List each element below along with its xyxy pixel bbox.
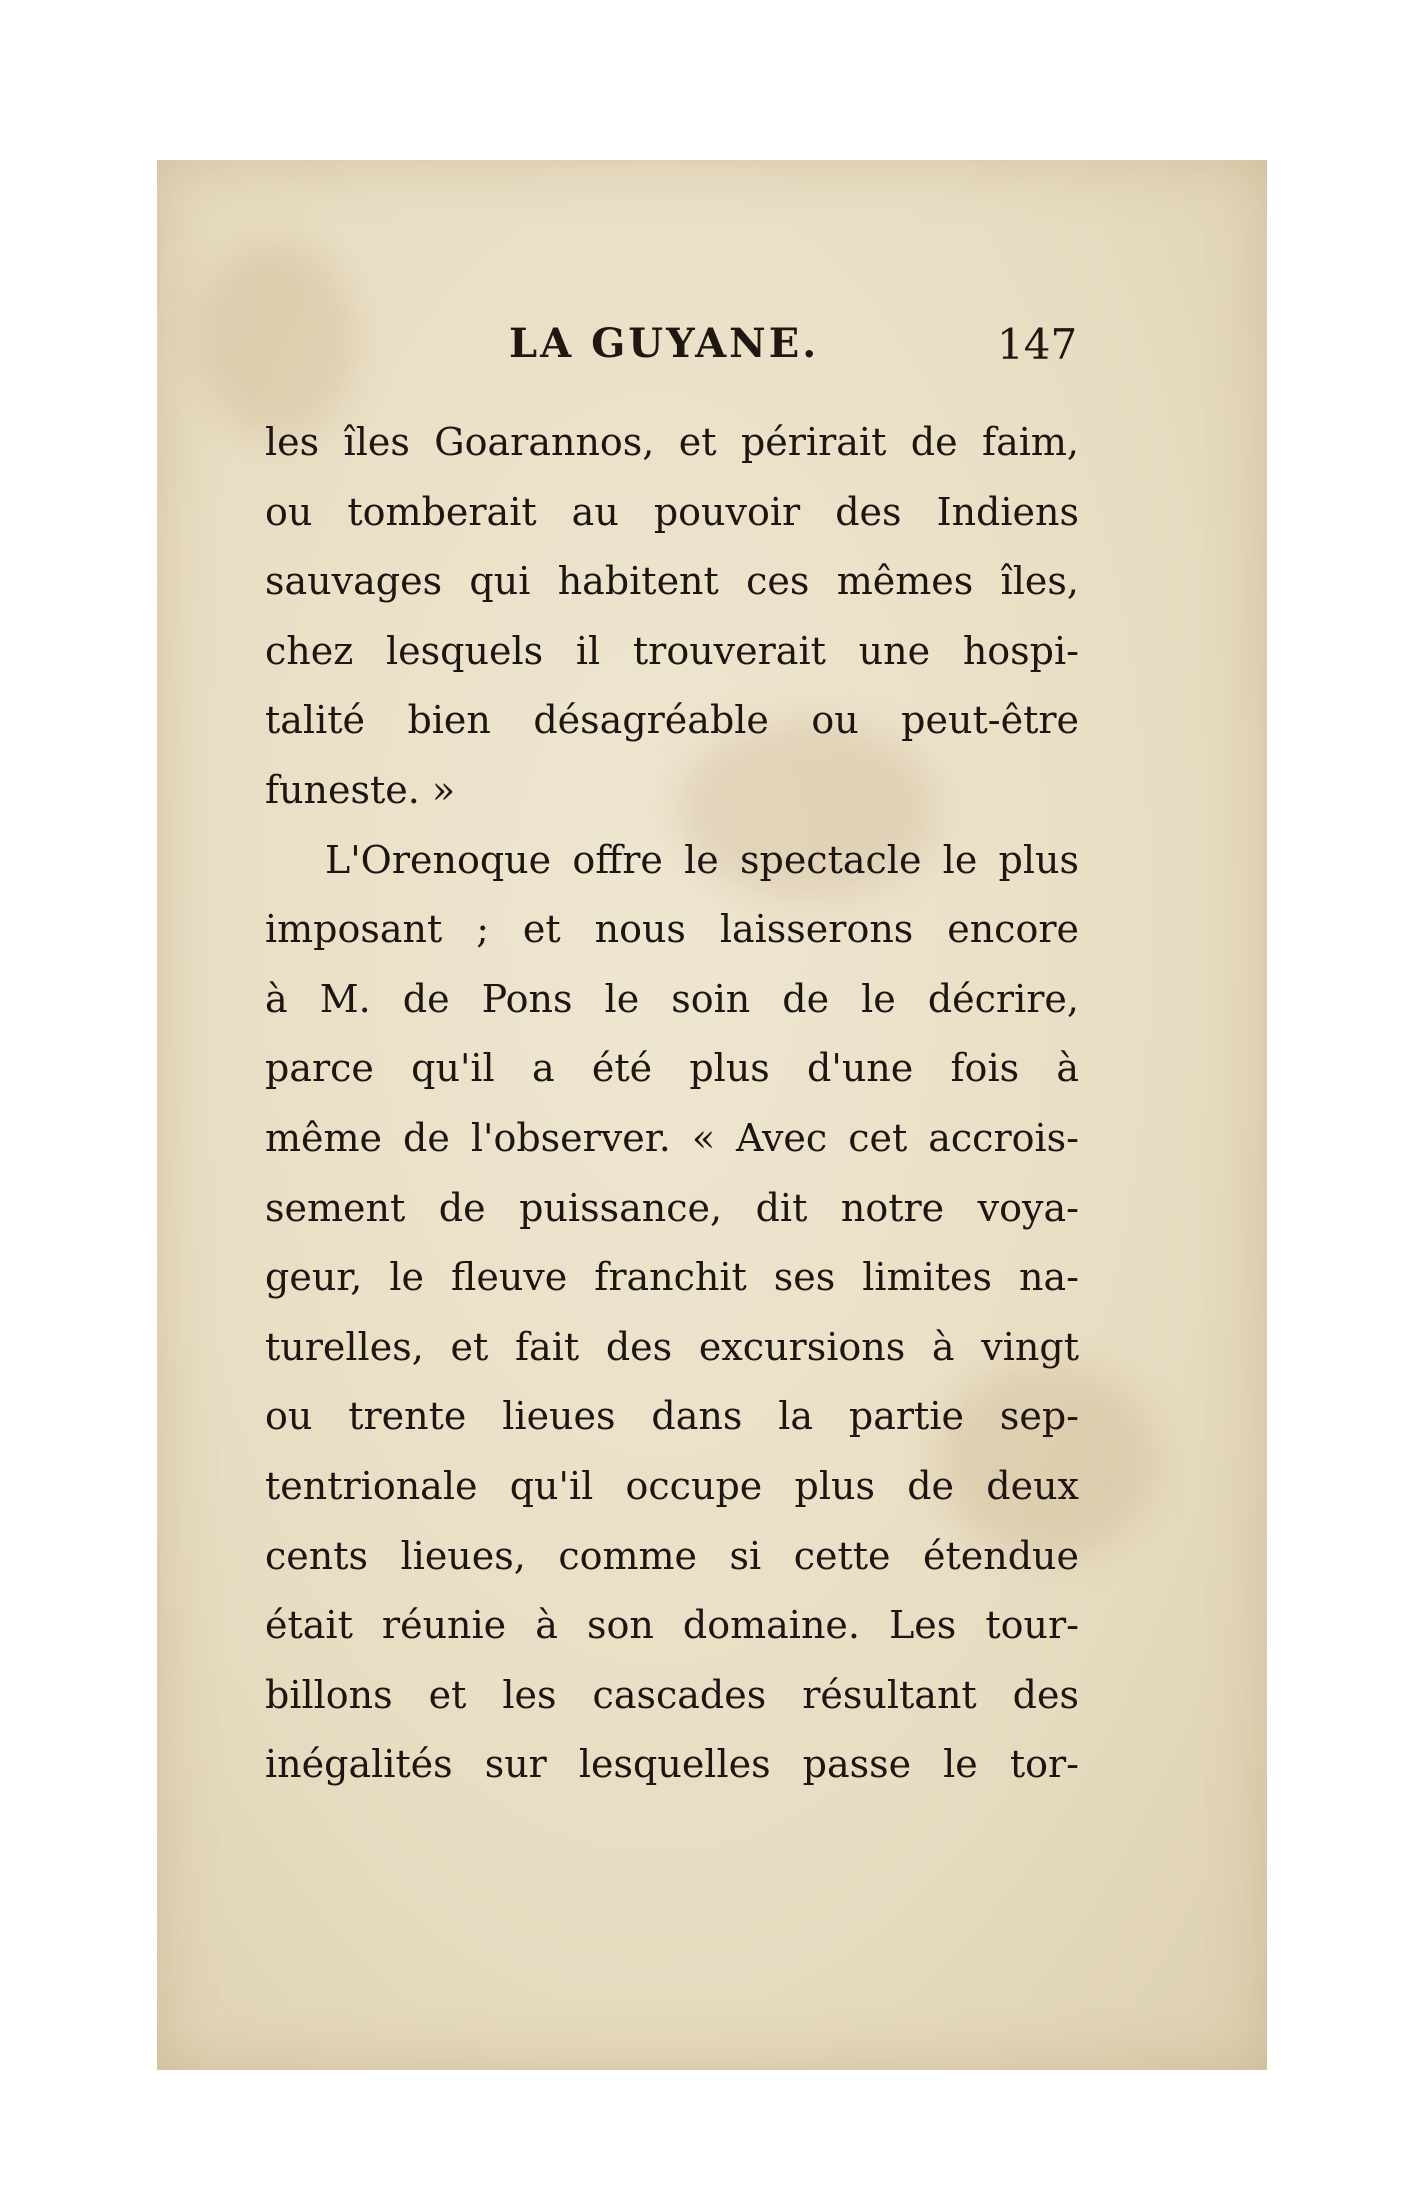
text-line: billons et les cascades résultant des bbox=[265, 1672, 1079, 1717]
page-header bbox=[157, 320, 1267, 390]
text-line: sauvages qui habitent ces mêmes îles, bbox=[265, 559, 1079, 604]
text-line: ou tomberait au pouvoir des Indiens bbox=[265, 489, 1079, 534]
body-text bbox=[265, 408, 1079, 1800]
text-line: même de l'observer. « Avec cet accrois- bbox=[265, 1115, 1079, 1160]
text-line: cents lieues, comme si cette étendue bbox=[265, 1533, 1079, 1578]
text-line: tentrionale qu'il occupe plus de deux bbox=[265, 1463, 1079, 1508]
text-line: était réunie à son domaine. Les tour- bbox=[265, 1603, 1079, 1648]
text-line: à M. de Pons le soin de le décrire, bbox=[265, 976, 1079, 1021]
book-page bbox=[157, 160, 1267, 2070]
text-line: chez lesquels il trouverait une hospi- bbox=[265, 628, 1079, 673]
text-line: talité bien désagréable ou peut-être bbox=[265, 698, 1079, 743]
text-line: turelles, et fait des excursions à vingt bbox=[265, 1324, 1079, 1369]
page-number: 147 bbox=[997, 320, 1078, 369]
text-line: inégalités sur lesquelles passe le tor- bbox=[265, 1742, 1079, 1787]
text-line: ou trente lieues dans la partie sep- bbox=[265, 1394, 1079, 1439]
text-line: sement de puissance, dit notre voya- bbox=[265, 1185, 1079, 1230]
text-line: funeste. » bbox=[265, 767, 456, 812]
text-line: parce qu'il a été plus d'une fois à bbox=[265, 1046, 1079, 1091]
text-line: geur, le fleuve franchit ses limites na- bbox=[265, 1255, 1079, 1300]
text-line: les îles Goarannos, et périrait de faim, bbox=[265, 420, 1079, 464]
text-line: L'Orenoque offre le spectacle le plus bbox=[325, 837, 1079, 882]
text-line: imposant ; et nous laisserons encore bbox=[265, 907, 1079, 952]
running-title: LA GUYANE. bbox=[509, 320, 820, 367]
